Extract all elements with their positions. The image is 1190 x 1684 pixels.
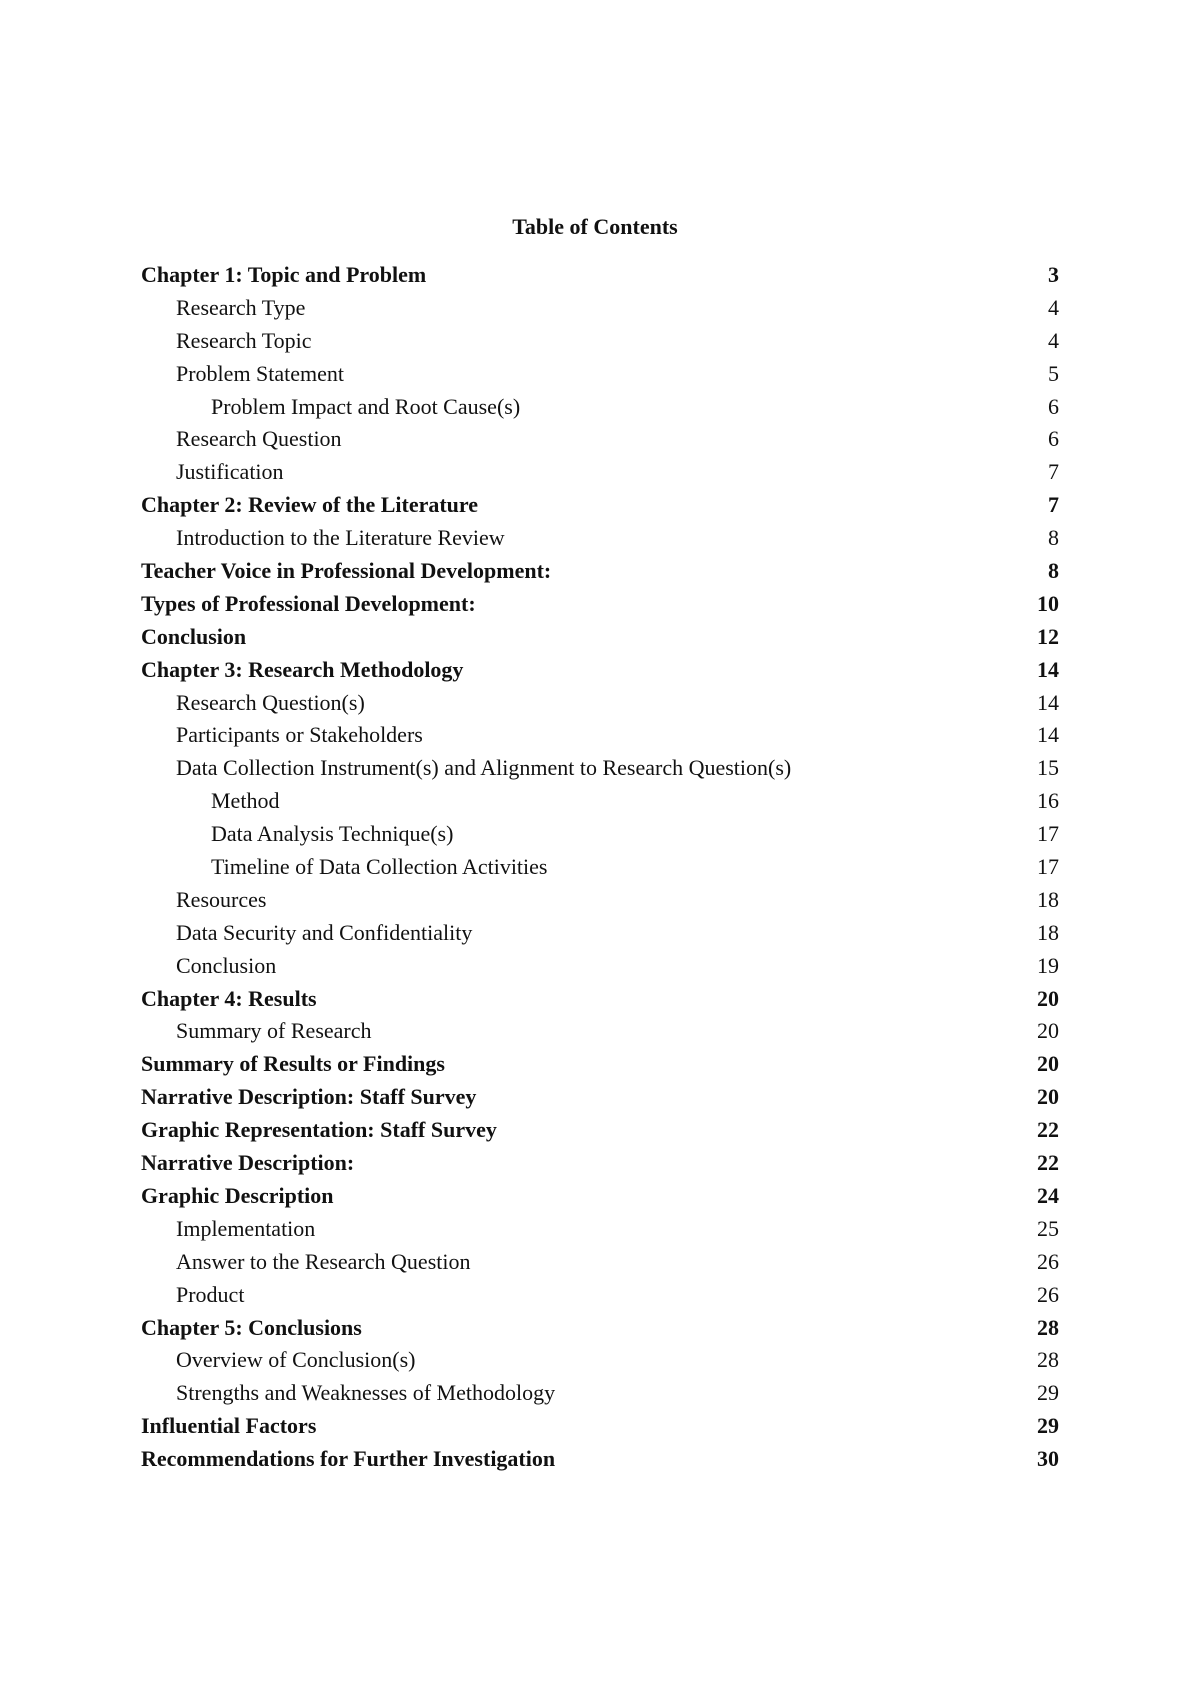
- toc-entry-label: Summary of Results or Findings: [141, 1051, 445, 1077]
- toc-entry-label: Conclusion: [141, 623, 247, 649]
- toc-entry-page-number: 28: [1037, 1347, 1059, 1373]
- toc-entry-label: Conclusion: [176, 952, 277, 978]
- toc-entry-page-number: 4: [1048, 294, 1059, 320]
- toc-entry-page-number: 3: [1048, 262, 1059, 287]
- toc-entry-page-number: 29: [1037, 1413, 1059, 1439]
- toc-entry-label: Product: [176, 1281, 245, 1307]
- toc-entry-page-number: 26: [1037, 1248, 1059, 1274]
- toc-entry-label: Data Analysis Technique(s): [211, 821, 454, 847]
- toc-entry-label: Problem Statement: [176, 360, 345, 386]
- toc-entry[interactable]: [141, 1344, 1059, 1377]
- toc-entry-label: Influential Factors: [141, 1413, 317, 1439]
- toc-entry-label: Narrative Description: Staff Survey: [141, 1084, 477, 1110]
- toc-entry-label: Timeline of Data Collection Activities: [211, 854, 548, 880]
- toc-entry[interactable]: [141, 917, 1059, 950]
- toc-entry-label: Summary of Research: [176, 1018, 372, 1044]
- toc-entry[interactable]: [141, 1114, 1059, 1147]
- toc-entry-page-number: 20: [1037, 1051, 1059, 1077]
- toc-entry-page-number: 28: [1037, 1314, 1059, 1340]
- toc-entry-label: Chapter 2: Review of the Literature: [141, 492, 479, 518]
- toc-entry-label: Graphic Description: [141, 1182, 334, 1208]
- toc-entry[interactable]: [141, 1443, 1059, 1476]
- toc-entry-page-number: 19: [1037, 952, 1059, 978]
- toc-entry-page-number: 20: [1037, 1084, 1059, 1110]
- toc-entry[interactable]: [141, 555, 1059, 588]
- toc-entry[interactable]: [141, 1213, 1059, 1246]
- toc-entry-label: Introduction to the Literature Review: [176, 525, 505, 551]
- toc-entry[interactable]: [141, 785, 1059, 818]
- toc-list: [141, 259, 1059, 1476]
- toc-entry-page-number: 17: [1037, 821, 1059, 847]
- toc-entry-page-number: 25: [1037, 1215, 1059, 1241]
- toc-entry[interactable]: [141, 950, 1059, 983]
- toc-entry[interactable]: [141, 489, 1059, 522]
- toc-entry-label: Research Question: [176, 426, 342, 452]
- page-title: Table of Contents: [512, 214, 678, 239]
- toc-entry-page-number: 7: [1048, 459, 1059, 485]
- toc-entry-page-number: 20: [1037, 985, 1059, 1011]
- toc-entry[interactable]: [141, 391, 1059, 424]
- toc-entry[interactable]: [141, 719, 1059, 752]
- toc-entry[interactable]: [141, 588, 1059, 621]
- toc-entry[interactable]: [141, 1279, 1059, 1312]
- toc-entry-page-number: 22: [1037, 1150, 1059, 1176]
- toc-entry-label: Chapter 5: Conclusions: [141, 1314, 362, 1340]
- toc-entry-label: Resources: [176, 886, 267, 912]
- toc-entry[interactable]: [141, 621, 1059, 654]
- toc-entry-label: Narrative Description:: [141, 1150, 355, 1176]
- toc-entry[interactable]: [141, 1048, 1059, 1081]
- toc-entry-page-number: 17: [1037, 854, 1059, 880]
- toc-entry-label: Research Question(s): [176, 689, 365, 715]
- toc-entry-label: Data Security and Confidentiality: [176, 919, 473, 945]
- toc-entry[interactable]: [141, 522, 1059, 555]
- toc-entry[interactable]: [141, 1377, 1059, 1410]
- toc-entry-page-number: 16: [1037, 788, 1059, 814]
- toc-entry[interactable]: [141, 687, 1059, 720]
- toc-entry-label: Strengths and Weaknesses of Methodology: [176, 1380, 556, 1406]
- toc-entry-page-number: 18: [1037, 919, 1059, 945]
- toc-entry-label: Overview of Conclusion(s): [176, 1347, 416, 1373]
- toc-entry-label: Research Topic: [176, 327, 312, 353]
- toc-entry[interactable]: [141, 423, 1059, 456]
- toc-entry[interactable]: [141, 358, 1059, 391]
- toc-entry-label: Answer to the Research Question: [176, 1248, 471, 1274]
- toc-entry[interactable]: [141, 1081, 1059, 1114]
- toc-entry-label: Chapter 1: Topic and Problem: [141, 262, 427, 287]
- toc-entry-page-number: 22: [1037, 1117, 1059, 1143]
- toc-entry-page-number: 24: [1037, 1182, 1059, 1208]
- toc-entry[interactable]: [141, 1410, 1059, 1443]
- toc-entry-page-number: 4: [1048, 327, 1059, 353]
- toc-entry-page-number: 7: [1048, 492, 1059, 518]
- toc-entry-label: Types of Professional Development:: [141, 590, 476, 616]
- toc-entry-label: Chapter 3: Research Methodology: [141, 656, 464, 682]
- toc-entry-page-number: 14: [1037, 656, 1059, 682]
- toc-entry-label: Research Type: [176, 294, 306, 320]
- toc-entry[interactable]: [141, 983, 1059, 1016]
- toc-entry-page-number: 8: [1048, 558, 1059, 584]
- toc-entry-label: Graphic Representation: Staff Survey: [141, 1117, 497, 1143]
- toc-entry[interactable]: [141, 1180, 1059, 1213]
- toc-entry-page-number: 14: [1037, 722, 1059, 748]
- toc-entry[interactable]: [141, 1312, 1059, 1345]
- toc-entry-page-number: 26: [1037, 1281, 1059, 1307]
- toc-entry-page-number: 30: [1037, 1446, 1059, 1472]
- toc-entry-label: Problem Impact and Root Cause(s): [211, 393, 521, 419]
- toc-entry[interactable]: [141, 884, 1059, 917]
- toc-entry-page-number: 5: [1048, 360, 1059, 386]
- toc-entry-label: Participants or Stakeholders: [176, 722, 423, 748]
- toc-entry[interactable]: [141, 851, 1059, 884]
- toc-entry-page-number: 29: [1037, 1380, 1059, 1406]
- toc-entry-page-number: 12: [1037, 623, 1059, 649]
- toc-entry-label: Data Collection Instrument(s) and Alignment to Research Question(s): [176, 755, 792, 781]
- toc-entry-label: Chapter 4: Results: [141, 985, 317, 1011]
- toc-entry[interactable]: [141, 259, 1059, 292]
- toc-entry[interactable]: [141, 1015, 1059, 1048]
- toc-entry-page-number: 18: [1037, 886, 1059, 912]
- toc-entry[interactable]: [141, 325, 1059, 358]
- toc-entry-label: Method: [211, 788, 280, 814]
- toc-entry-label: Justification: [176, 459, 284, 485]
- toc-entry[interactable]: [141, 654, 1059, 687]
- toc-entry[interactable]: [141, 456, 1059, 489]
- toc-entry[interactable]: [141, 1246, 1059, 1279]
- toc-entry-page-number: 6: [1048, 426, 1059, 452]
- toc-entry[interactable]: [141, 292, 1059, 325]
- toc-entry-page-number: 15: [1037, 755, 1059, 781]
- toc-entry-page-number: 8: [1048, 525, 1059, 551]
- toc-entry[interactable]: [141, 1147, 1059, 1180]
- toc-entry-page-number: 14: [1037, 689, 1059, 715]
- toc-entry-label: Teacher Voice in Professional Development:: [141, 558, 552, 584]
- toc-entry-label: Implementation: [176, 1215, 316, 1241]
- toc-entry-page-number: 10: [1037, 590, 1059, 616]
- toc-entry-page-number: 6: [1048, 393, 1059, 419]
- toc-entry[interactable]: [141, 818, 1059, 851]
- toc-entry[interactable]: [141, 752, 1059, 785]
- toc-entry-page-number: 20: [1037, 1018, 1059, 1044]
- toc-entry-label: Recommendations for Further Investigation: [141, 1446, 556, 1472]
